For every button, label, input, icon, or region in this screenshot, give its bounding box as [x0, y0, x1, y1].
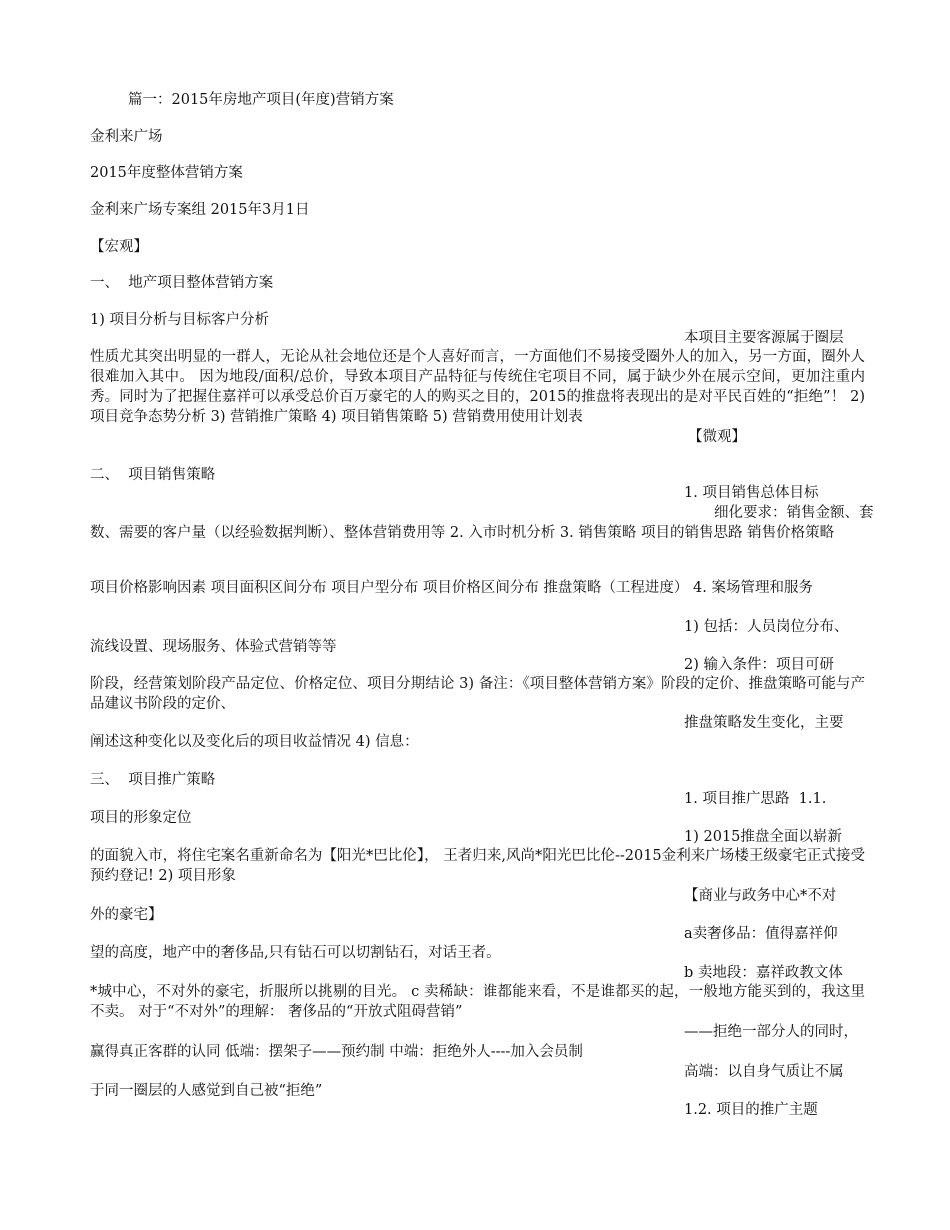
section-3-right-4: a卖奢侈品：值得嘉祥仰: [684, 926, 838, 942]
project-name: 金利来广场: [90, 129, 163, 145]
section-2-para-5: 阐述这种变化以及变化后的项目收益情况 4) 信息：: [90, 734, 419, 750]
section-3-right-1: 1. 项目推广思路 1.1.: [684, 791, 827, 807]
section-3-para-6: 赢得真正客群的认同 低端：摆架子——预约制 中端：拒绝外人----加入会员制: [90, 1044, 583, 1060]
section-2-right-3: 推盘策略发生变化，主要: [684, 715, 844, 731]
section-3-heading: 三、 项目推广策略: [90, 772, 216, 788]
section-3-para-5: *城中心，不对外的豪宅，折服所以挑剔的目光。 c 卖稀缺：谁都能来看，不是谁都买的起，一般地方能买到的，我这里不卖。 对于“不对外”的理解： 奢侈品的“开放式阻碍营销”: [90, 984, 865, 1020]
section-3-para-7: 于同一圈层的人感觉到自己被“拒绝”: [90, 1083, 323, 1099]
section-3-right-8: 1.2. 项目的推广主题: [684, 1102, 818, 1118]
section-3-right-5: b 卖地段：嘉祥政教文体: [684, 965, 843, 981]
section-3-right-6: ——拒绝一部分人的同时，: [684, 1024, 858, 1040]
section-3-para-1: 项目的形象定位: [90, 810, 192, 826]
section-2-detail-lead: 细化要求：销售金额、套: [714, 505, 874, 521]
paragraph-1-lead: 本项目主要客源属于圈层: [684, 330, 844, 346]
macro-heading: 【宏观】: [90, 239, 148, 255]
byline: 金利来广场专案组 2015年3月1日: [90, 202, 310, 218]
section-3-right-3: 【商业与政务中心*不对: [684, 888, 837, 904]
section-3-right-7: 高端：以自身气质让不属: [684, 1064, 844, 1080]
section-2-right-1: 1) 包括：人员岗位分布、: [684, 619, 849, 635]
section-2-heading: 二、 项目销售策略: [90, 467, 216, 483]
section-2-para-4: 阶段，经营策划阶段产品定位、价格定位、项目分期结论 3) 备注：《项目整体营销方案》阶段的定价、推盘策略可能与产品建议书阶段的定价、: [90, 676, 865, 712]
section-2-right-2: 2) 输入条件：项目可研: [684, 657, 834, 673]
section-2-para-3: 流线设置、现场服务、体验式营销等等: [90, 639, 337, 655]
section-1-heading: 一、 地产项目整体营销方案: [90, 275, 274, 291]
document-title: 篇一：2015年房地产项目(年度)营销方案: [128, 92, 394, 108]
section-3-para-2: 的面貌入市，将住宅案名重新命名为【阳光*巴比伦】， 王者归来,风尚*阳光巴比伦--2015金利来广场楼王级豪宅正式接受预约登记! 2) 项目形象: [90, 848, 865, 884]
micro-heading: 【微观】: [688, 429, 746, 445]
section-1-item-1: 1) 项目分析与目标客户分析: [90, 312, 269, 328]
plan-name: 2015年度整体营销方案: [90, 165, 243, 181]
section-3-para-3: 外的豪宅】: [90, 907, 163, 923]
paragraph-1-body: 性质尤其突出明显的一群人，无论从社会地位还是个人喜好而言，一方面他们不易接受圈外人的加入，另一方面，圈外人很难加入其中。 因为地段/面积/总价，导致本项目产品特征与传统住宅项目不同，属于缺少外在展示空间，更加注重内秀。同时为了把握住嘉祥可以承受总价百万豪宅的人的购买之目的，2015的推盘将表现出的是对平民百姓的“拒绝”！ 2) 项目竞争态势分析 3) 营销推广策略 4) 项目销售策略 5) 营销费用使用计划表: [90, 349, 865, 425]
section-2-target: 1. 项目销售总体目标: [684, 485, 819, 501]
section-3-right-2: 1) 2015推盘全面以崭新: [684, 829, 842, 845]
section-3-para-4: 望的高度，地产中的奢侈品,只有钻石可以切割钻石，对话王者。: [90, 945, 501, 961]
section-2-para-1: 数、需要的客户量（以经验数据判断）、整体营销费用等 2. 入市时机分析 3. 销售策略 项目的销售思路 销售价格策略: [90, 525, 835, 541]
section-2-para-2: 项目价格影响因素 项目面积区间分布 项目户型分布 项目价格区间分布 推盘策略（工程进度） 4. 案场管理和服务: [90, 580, 813, 596]
